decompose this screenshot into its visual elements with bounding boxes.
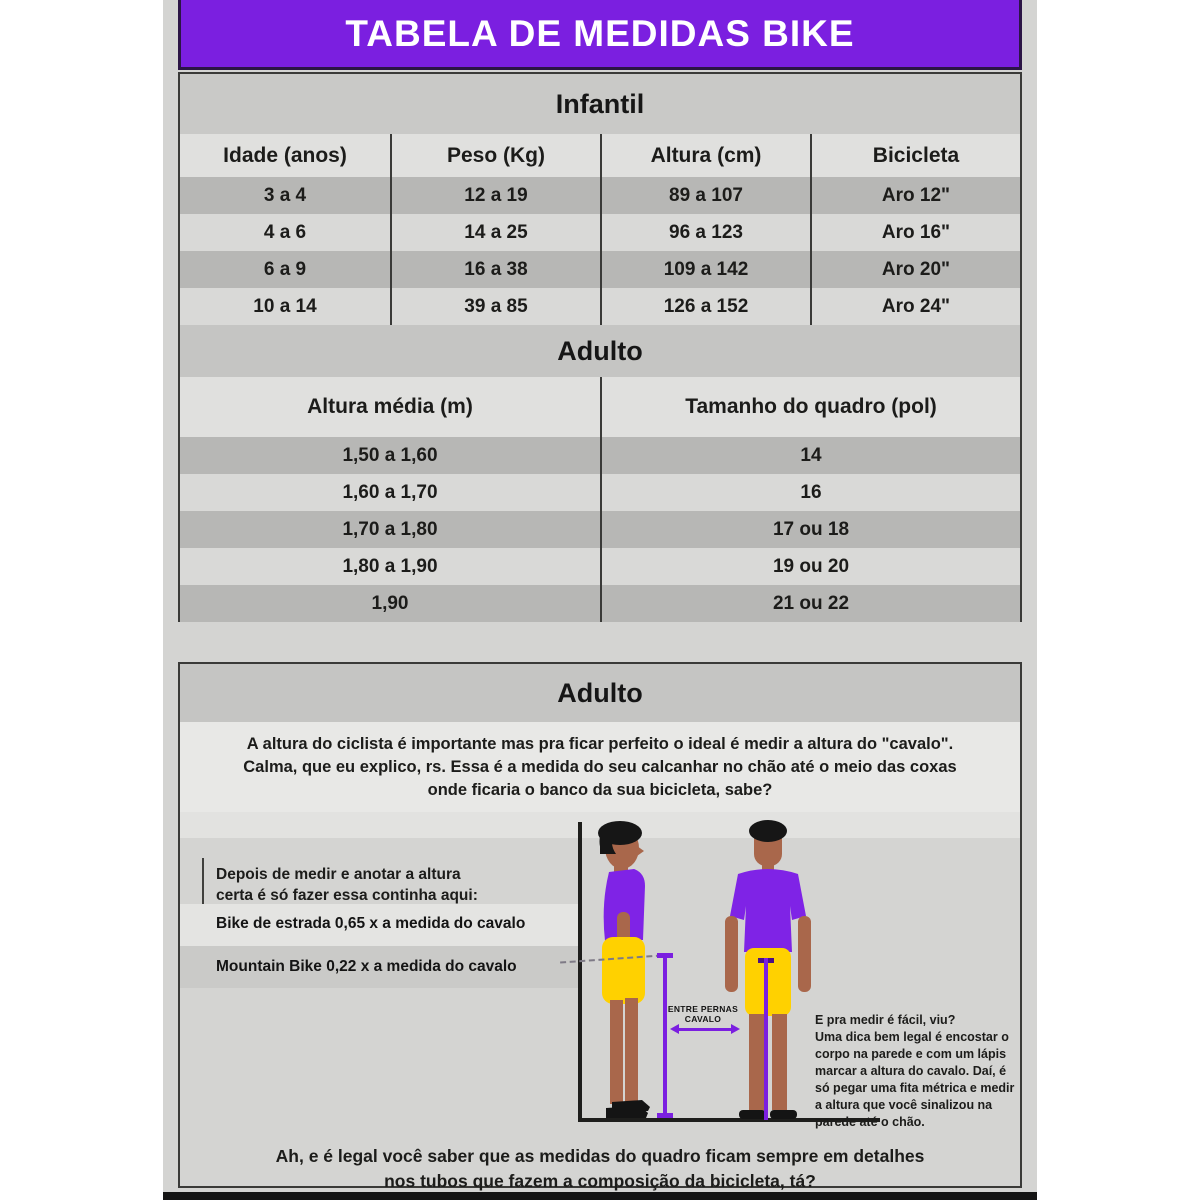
table-cell: 16 (600, 474, 1020, 511)
table-cell: 96 a 123 (600, 214, 810, 251)
adulto-header-row (180, 377, 1020, 437)
column-header: Altura média (m) (307, 395, 473, 418)
table-row (180, 511, 1020, 548)
table-cell: 17 ou 18 (600, 511, 1020, 548)
table-row (180, 214, 1020, 251)
table-row (180, 288, 1020, 325)
table-row (180, 548, 1020, 585)
table-cell: 14 (600, 437, 1020, 474)
footer-line: Ah, e é legal você saber que as medidas do quadro ficam sempre em detalhes (275, 1146, 925, 1166)
inseam-measure-bottom-cap (657, 1113, 673, 1118)
tip-line: E pra medir é fácil, viu? (815, 1013, 956, 1027)
table-cell: 12 a 19 (390, 177, 600, 214)
table-cell: 126 a 152 (600, 288, 810, 325)
table-cell: 21 ou 22 (600, 585, 1020, 622)
table-row (180, 585, 1020, 622)
table-cell: 6 a 9 (263, 258, 307, 280)
page-title: TABELA DE MEDIDAS BIKE (345, 12, 855, 54)
table-cell: 10 a 14 (253, 295, 317, 317)
bottom-black-bar (163, 1192, 1037, 1200)
steps-intro-line: Depois de medir e anotar a altura (216, 866, 461, 883)
mountain-bike-formula: Mountain Bike 0,22 x a medida do cavalo (216, 958, 517, 975)
table-row (180, 474, 1020, 511)
column-header: Bicicleta (810, 134, 1020, 177)
tip-line: corpo na parede e com um lápis (815, 1047, 1007, 1061)
intro-line: A altura do ciclista é importante mas pra ficar perfeito o ideal é medir a altura do "cavalo". (246, 734, 954, 753)
table-cell: 109 a 142 (600, 251, 810, 288)
steps-intro-line: certa é só fazer essa continha aqui: (216, 887, 478, 904)
road-bike-formula: Bike de estrada 0,65 x a medida do cavalo (216, 915, 526, 932)
measuring-guide-card (178, 662, 1022, 1191)
front-view-figure (718, 818, 818, 1124)
table-cell: Aro 24" (810, 288, 1020, 325)
table-cell: 89 a 107 (600, 177, 810, 214)
table-cell: 3 a 4 (263, 184, 307, 206)
side-view-figure (582, 820, 666, 1122)
table-row (180, 177, 1020, 214)
content-column (163, 0, 1037, 1200)
tip-line: parede até o chão. (815, 1115, 925, 1129)
table-row (180, 437, 1020, 474)
measuring-tip (815, 1012, 1020, 1131)
column-header: Peso (Kg) (390, 134, 600, 177)
table-cell: 14 a 25 (390, 214, 600, 251)
table-cell: 1,70 a 1,80 (342, 518, 438, 540)
intro-paragraph (180, 722, 1020, 812)
table-cell: 1,60 a 1,70 (342, 481, 438, 503)
column-header: Idade (anos) (223, 143, 347, 167)
size-tables-card (178, 72, 1022, 622)
tip-line: Uma dica bem legal é encostar o (815, 1030, 1009, 1044)
column-header: Altura (cm) (600, 134, 810, 177)
table-cell: 19 ou 20 (600, 548, 1020, 585)
diagram-area (180, 812, 1020, 1144)
table-cell: 1,50 a 1,60 (342, 444, 438, 466)
table-cell: 39 a 85 (390, 288, 600, 325)
table-cell: Aro 12" (810, 177, 1020, 214)
adulto-section-title: Adulto (180, 325, 1020, 377)
table-cell: 1,90 (371, 592, 409, 614)
intro-line: onde ficaria o banco da sua bicicleta, sabe? (427, 780, 773, 799)
table-row (180, 251, 1020, 288)
inseam-measure-line (663, 953, 667, 1118)
table-cell: 1,80 a 1,90 (342, 555, 438, 577)
between-legs-label-line: ENTRE PERNAS (667, 1004, 739, 1014)
crotch-measure-line (764, 958, 768, 1120)
table-cell: 4 a 6 (263, 221, 307, 243)
footer-line: nos tubos que fazem a composição da bicicleta, tá? (384, 1171, 816, 1191)
steps-intro (216, 864, 478, 906)
table-cell: 16 a 38 (390, 251, 600, 288)
table-cell: Aro 20" (810, 251, 1020, 288)
intro-line: Calma, que eu explico, rs. Essa é a medida do seu calcanhar no chão até o meio das coxas (243, 757, 957, 776)
table-cell: Aro 16" (810, 214, 1020, 251)
tip-line: a altura que você sinalizou na (815, 1098, 993, 1112)
infantil-section-title: Infantil (180, 74, 1020, 134)
infantil-header-row (180, 134, 1020, 177)
tip-line: marcar a altura do cavalo. Daí, é (815, 1064, 1007, 1078)
adulto-info-section-title: Adulto (180, 664, 1020, 722)
column-header: Tamanho do quadro (pol) (600, 377, 1020, 437)
page-header (178, 0, 1022, 70)
footer-note (180, 1144, 1020, 1194)
tip-line: só pegar uma fita métrica e medir (815, 1081, 1015, 1095)
between-legs-label-line: CAVALO (684, 1014, 722, 1024)
